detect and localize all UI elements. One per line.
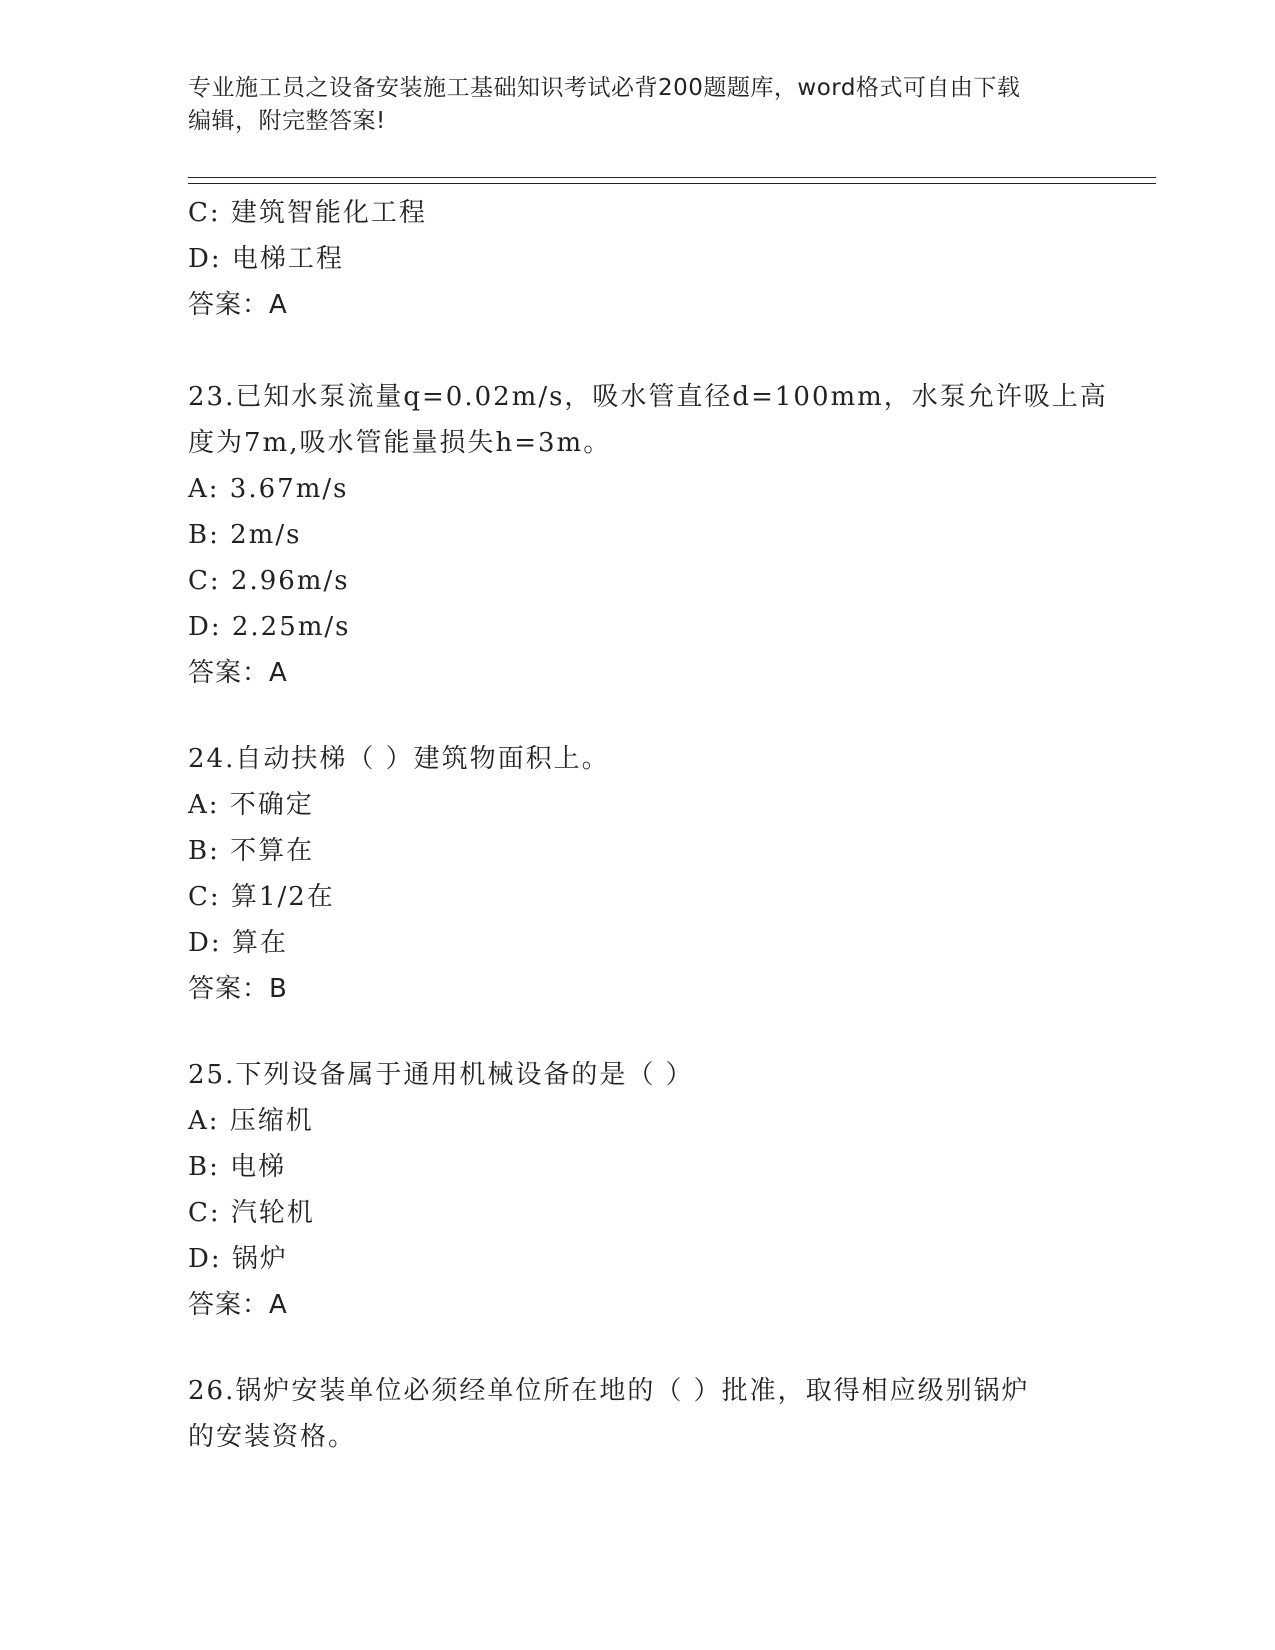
option-c: C: 算1/2在 [188,882,335,912]
option-c: C: 2.96m/s [188,566,350,596]
option-a: A: 不确定 [188,790,314,820]
header-divider-top [188,177,1156,178]
option-d: D: 2.25m/s [188,612,351,642]
spacer [188,1012,1088,1052]
option-d: D: 锅炉 [188,1244,288,1274]
option-a: A: 3.67m/s [188,474,349,504]
answer-text: 答案：B [188,974,288,1004]
question-24 [188,736,1088,1012]
answer-text: 答案：A [188,290,288,320]
header-divider-bottom [188,183,1156,184]
option-b: B: 不算在 [188,836,315,866]
question-stem: 23.已知水泵流量q=0.02m/s，吸水管直径d=100mm，水泵允许吸上高 [188,382,1108,412]
question-26 [188,1368,1088,1460]
document-header [188,72,1068,138]
option-c: C: 汽轮机 [188,1198,315,1228]
option-b: B: 电梯 [188,1152,287,1182]
option-c: C: 建筑智能化工程 [188,198,427,228]
spacer [188,696,1088,736]
question-stem: 25.下列设备属于通用机械设备的是（ ） [188,1060,694,1090]
answer-text: 答案：A [188,658,288,688]
option-d: D: 电梯工程 [188,244,344,274]
option-d: D: 算在 [188,928,288,958]
question-stem: 26.锅炉安装单位必须经单位所在地的（ ）批准，取得相应级别锅炉 [188,1376,1030,1406]
question-stem: 24.自动扶梯（ ）建筑物面积上。 [188,744,610,774]
spacer [188,1328,1088,1368]
question-22 [188,190,1088,328]
answer-text: 答案：A [188,1290,288,1320]
question-23 [188,374,1108,696]
header-line-2: 编辑，附完整答案! [188,108,386,134]
question-25 [188,1052,1088,1328]
option-a: A: 压缩机 [188,1106,314,1136]
question-stem-continued: 度为7m,吸水管能量损失h=3m。 [188,428,612,458]
option-b: B: 2m/s [188,520,302,550]
question-stem-continued: 的安装资格。 [188,1422,357,1452]
spacer [188,328,1088,374]
header-line-1: 专业施工员之设备安装施工基础知识考试必背200题题库，word格式可自由下载 [188,75,1021,101]
question-list [188,190,1108,1460]
